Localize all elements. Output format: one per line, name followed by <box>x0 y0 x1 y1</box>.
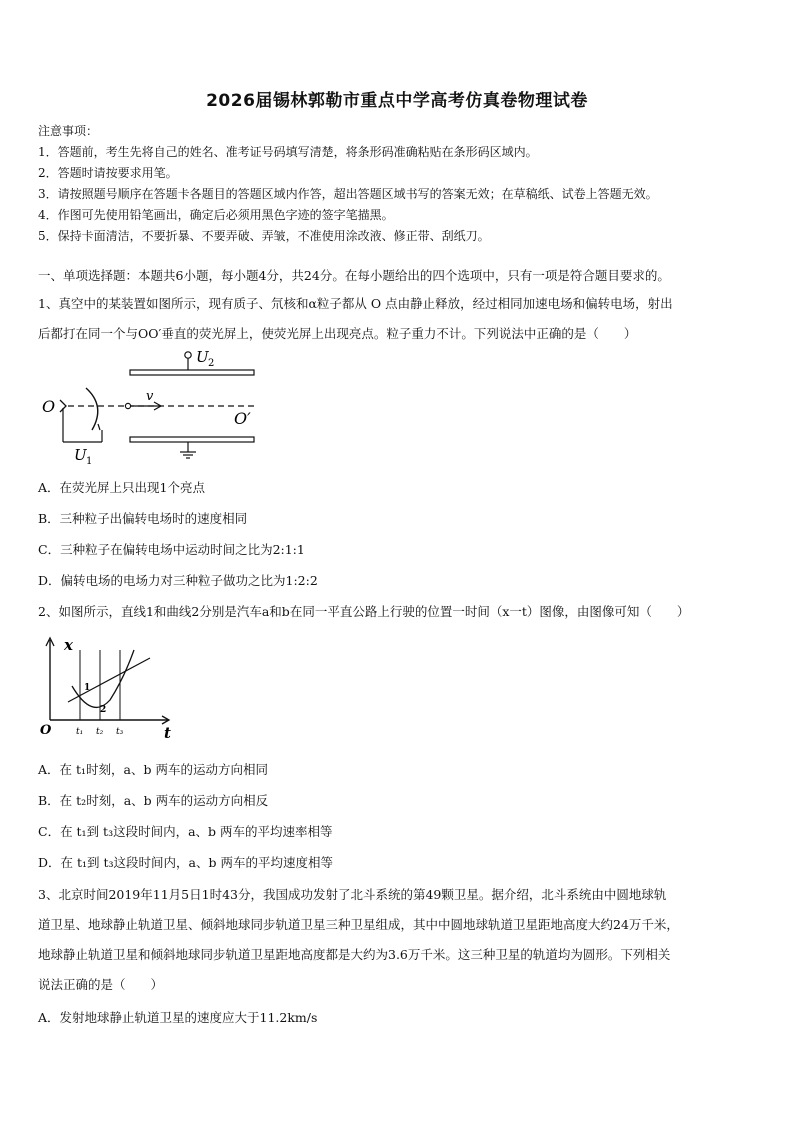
line-1-label: 1 <box>84 683 91 693</box>
question-2-figure <box>40 634 176 744</box>
question-1-text: 后都打在同一个与OO′垂直的荧光屏上，使荧光屏上出现亮点。粒子重力不计。下列说法中正确的是（ ） <box>38 326 637 341</box>
question-2-text: 2、如图所示，直线1和曲线2分别是汽车a和b在同一平直公路上行驶的位置一时间（x一t）图像，由图像可知（ ） <box>38 604 690 619</box>
o-prime-label: O′ <box>234 409 251 428</box>
curve-2 <box>72 650 134 707</box>
bottom-plate <box>130 437 254 442</box>
o-label: O <box>42 397 56 416</box>
question-3-text: 说法正确的是（ ） <box>38 977 164 992</box>
accelerating-plate <box>86 388 98 430</box>
v-label: v <box>146 389 154 404</box>
option-a: A．发射地球静止轨道卫星的速度应大于11.2km/s <box>38 1010 318 1025</box>
top-plate <box>130 370 254 375</box>
question-3-text: 3、北京时间2019年11月5日1时43分，我国成功发射了北斗系统的第49颗卫星。据介绍，北斗系统由中圆地球轨 <box>38 887 667 902</box>
option-b: B．在 t₂时刻，a、b 两车的运动方向相反 <box>38 793 269 808</box>
notice-item: 5．保持卡面清洁，不要折暴、不要弄破、弄皱，不准使用涂改液、修正带、刮纸刀。 <box>38 229 490 243</box>
option-b: B．三种粒子出偏转电场时的速度相同 <box>38 511 248 526</box>
t2-label: t₂ <box>96 727 104 737</box>
page-title: 2026届锡林郭勒市重点中学高考仿真卷物理试卷 <box>206 91 588 111</box>
notice-heading: 注意事项： <box>38 124 99 138</box>
option-d: D．在 t₁到 t₃这段时间内，a、b 两车的平均速度相等 <box>38 855 333 870</box>
option-c: C．在 t₁到 t₃这段时间内，a、b 两车的平均速率相等 <box>38 824 333 839</box>
question-1-figure <box>36 344 266 466</box>
x-axis-label: x <box>64 636 73 654</box>
particle-dot <box>125 403 130 408</box>
notice-item: 1．答题前，考生先将自己的姓名、准考证号码填写清楚，将条形码准确粘贴在条形码区域内。 <box>38 145 538 159</box>
t3-label: t₃ <box>116 727 124 737</box>
option-a: A．在荧光屏上只出现1个亮点 <box>38 480 205 495</box>
notice-item: 2．答题时请按要求用笔。 <box>38 166 178 180</box>
curve-2-label: 2 <box>100 705 107 715</box>
u2-terminal <box>185 352 191 358</box>
notice-item: 4．作图可先使用铅笔画出，确定后必须用黑色字迹的签字笔描黑。 <box>38 208 394 222</box>
notice-item: 3．请按照题号顺序在答题卡各题目的答题区域内作答，超出答题区域书写的答案无效；在草稿纸、试卷上答题无效。 <box>38 187 658 201</box>
t1-label: t₁ <box>76 727 84 737</box>
origin-label: O <box>40 723 52 738</box>
section-heading: 一、单项选择题：本题共6小题，每小题4分，共24分。在每小题给出的四个选项中，只有一项是符合题目要求的。 <box>38 268 670 283</box>
option-a: A．在 t₁时刻，a、b 两车的运动方向相同 <box>38 762 268 777</box>
u1-subscript: 1 <box>86 456 93 466</box>
t-axis-label: t <box>164 724 171 742</box>
u2-label: U <box>196 348 209 366</box>
option-d: D．偏转电场的电场力对三种粒子做功之比为1:2:2 <box>38 573 318 588</box>
u1-label: U <box>74 446 87 464</box>
question-1-text: 1、真空中的某装置如图所示，现有质子、氘核和α粒子都从 O 点由静止释放，经过相同加速电场和偏转电场，射出 <box>38 296 673 311</box>
option-c: C．三种粒子在偏转电场中运动时间之比为2:1:1 <box>38 542 305 557</box>
question-3-text: 道卫星、地球静止轨道卫星、倾斜地球同步轨道卫星三种卫星组成，其中中圆地球轨道卫星距地高度大约24万千米， <box>38 917 679 932</box>
u2-subscript: 2 <box>208 358 215 369</box>
question-3-text: 地球静止轨道卫星和倾斜地球同步轨道卫星距地高度都是大约为3.6万千米。这三种卫星的轨道均为圆形。下列相关 <box>38 947 671 962</box>
